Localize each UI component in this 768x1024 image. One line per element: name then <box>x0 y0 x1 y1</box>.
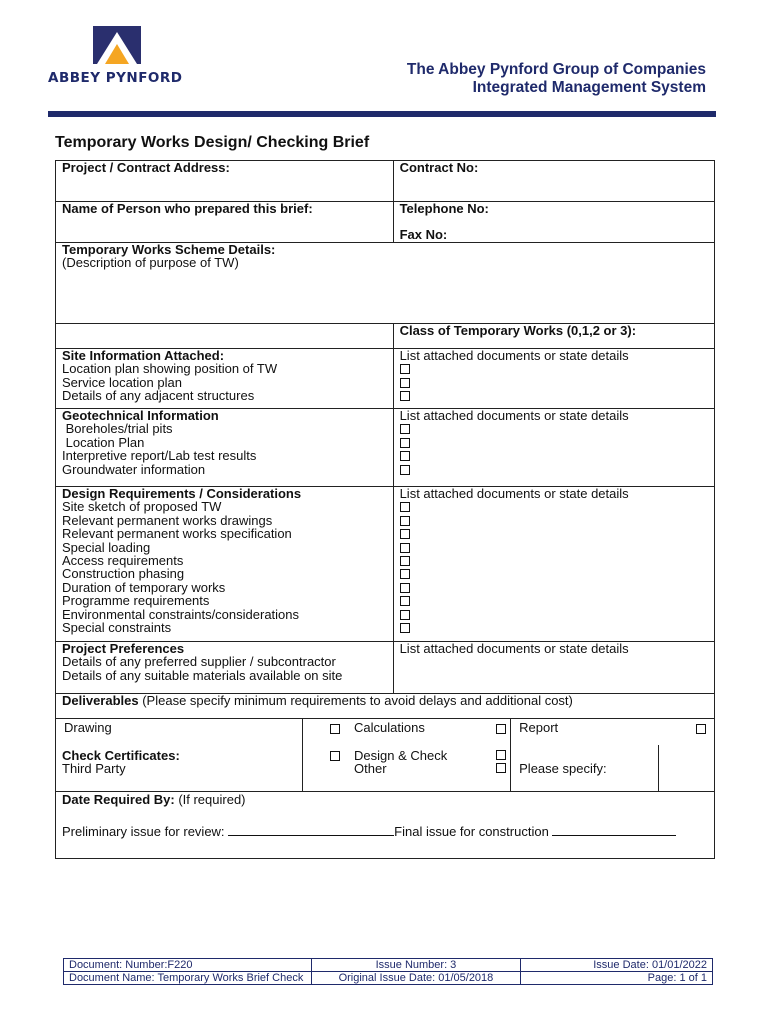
drawing-label: Drawing <box>64 720 112 735</box>
design-req-cell <box>56 487 394 642</box>
checkbox[interactable] <box>400 438 410 448</box>
deliverables-label: Deliverables <box>62 693 139 708</box>
footer-page: Page: 1 of 1 <box>521 972 713 985</box>
prepared-by-label: Name of Person who prepared this brief: <box>62 201 313 216</box>
telephone-label: Telephone No: <box>399 201 489 216</box>
scheme-sub: (Description of purpose of TW) <box>62 255 239 271</box>
prefs-docs-cell[interactable] <box>393 642 714 694</box>
check-certs-checkbox[interactable] <box>330 751 340 761</box>
final-date-field[interactable] <box>552 824 676 836</box>
check-certs-checkbox-cell <box>302 745 348 791</box>
please-specify-cell[interactable] <box>511 745 659 791</box>
deliverables-grid <box>56 719 714 791</box>
please-specify-label: Please specify: <box>519 761 607 776</box>
final-label: Final issue for construction <box>394 824 549 840</box>
report-checkbox[interactable] <box>696 724 706 734</box>
list-attached-text: List attached documents or state details <box>399 348 629 363</box>
blank-cell <box>56 324 394 349</box>
third-party-label: Third Party <box>62 761 126 777</box>
project-address-cell[interactable] <box>56 161 394 202</box>
list-item: Relevant permanent works drawings <box>62 512 273 528</box>
logo-text: ABBEY PYNFORD <box>48 70 183 86</box>
company-name: The Abbey Pynford Group of Companies <box>406 61 706 78</box>
list-attached-text: List attached documents or state details <box>399 408 629 423</box>
checkbox[interactable] <box>400 364 410 374</box>
calculations-label: Calculations <box>354 720 425 735</box>
list-attached-text: List attached documents or state details <box>399 486 629 501</box>
report-label-cell <box>511 719 659 745</box>
checkbox[interactable] <box>400 391 410 401</box>
checkbox[interactable] <box>400 378 410 388</box>
checkbox[interactable] <box>400 529 410 539</box>
footer-issue-date: Issue Date: 01/01/2022 <box>521 959 713 972</box>
design-check-checkbox[interactable] <box>496 750 506 760</box>
design-check-cell <box>348 745 477 791</box>
check-certs-label: Check Certificates: <box>62 748 180 763</box>
deliverables-grid-cell <box>56 719 715 792</box>
list-item: Relevant permanent works specification <box>62 526 292 542</box>
preliminary-date-field[interactable] <box>228 824 394 836</box>
footer-original-issue: Original Issue Date: 01/05/2018 <box>311 972 521 985</box>
list-item: Special loading <box>62 539 151 555</box>
page-title: Temporary Works Design/ Checking Brief <box>55 134 370 151</box>
drawing-checkbox-cell <box>302 719 348 745</box>
list-item: Special constraints <box>62 620 172 636</box>
drawing-checkbox[interactable] <box>330 724 340 734</box>
prepared-by-cell[interactable] <box>56 202 394 243</box>
checkbox[interactable] <box>400 583 410 593</box>
list-item: Duration of temporary works <box>62 579 226 595</box>
fax-label: Fax No: <box>399 227 448 243</box>
class-cell[interactable] <box>393 324 714 349</box>
company-heading <box>407 61 706 97</box>
geotech-heading: Geotechnical Information <box>62 408 219 423</box>
list-item: Location plan showing position of TW <box>62 361 278 377</box>
design-check-checkboxes-cell <box>477 745 511 791</box>
list-item: Environmental constraints/considerations <box>62 606 300 622</box>
list-item: Location Plan <box>62 434 145 450</box>
calculations-checkbox-cell <box>477 719 511 745</box>
report-checkbox-cell <box>658 719 714 745</box>
list-item: Boreholes/trial pits <box>62 421 173 437</box>
checkbox[interactable] <box>400 556 410 566</box>
checkbox[interactable] <box>400 424 410 434</box>
date-required-note: (If required) <box>174 792 246 807</box>
checkbox[interactable] <box>400 610 410 620</box>
other-label: Other <box>354 761 387 777</box>
deliverables-note: (Please specify minimum requirements to avoid delays and additional cost) <box>138 693 573 708</box>
other-checkbox[interactable] <box>496 763 506 773</box>
deliverables-header-cell <box>56 694 715 719</box>
footer-doc-number: Document: Number:F220 <box>64 959 312 972</box>
date-required-label: Date Required By: <box>62 792 175 807</box>
checkbox[interactable] <box>400 451 410 461</box>
site-info-docs-cell[interactable] <box>393 349 714 409</box>
list-item: Construction phasing <box>62 566 185 582</box>
footer-doc-name: Document Name: Temporary Works Brief Check <box>64 972 312 985</box>
design-docs-cell[interactable] <box>393 487 714 642</box>
document-footer <box>63 958 713 985</box>
design-check-label: Design & Check <box>354 748 448 763</box>
calculations-checkbox[interactable] <box>496 724 506 734</box>
check-certs-cell <box>56 745 302 791</box>
date-required-cell <box>56 792 715 859</box>
checkbox[interactable] <box>400 502 410 512</box>
company-logo <box>48 26 188 86</box>
scheme-label: Temporary Works Scheme Details: <box>62 242 276 257</box>
site-info-cell <box>56 349 394 409</box>
checkbox[interactable] <box>400 465 410 475</box>
site-info-heading: Site Information Attached: <box>62 348 225 363</box>
calculations-label-cell <box>348 719 477 745</box>
logo-mark-icon <box>93 26 141 64</box>
project-address-label: Project / Contract Address: <box>62 160 230 175</box>
scheme-details-cell[interactable] <box>56 243 715 324</box>
contract-no-cell[interactable] <box>393 161 714 202</box>
geotech-docs-cell[interactable] <box>393 409 714 487</box>
prefs-heading: Project Preferences <box>62 641 185 656</box>
list-item: Details of any suitable materials available on site <box>62 667 343 683</box>
header-rule <box>48 111 716 117</box>
footer-issue-number: Issue Number: 3 <box>311 959 521 972</box>
report-label: Report <box>519 720 559 735</box>
drawing-label-cell <box>56 719 302 745</box>
phone-fax-cell[interactable] <box>393 202 714 243</box>
system-name: Integrated Management System <box>472 79 706 96</box>
preliminary-label: Preliminary issue for review: <box>62 824 225 840</box>
specify-blank-cell[interactable] <box>658 745 714 791</box>
checkbox[interactable] <box>400 543 410 553</box>
checkbox[interactable] <box>400 623 410 633</box>
list-item: Access requirements <box>62 553 184 569</box>
list-item: Programme requirements <box>62 593 210 609</box>
list-item: Details of any preferred supplier / subcontractor <box>62 654 336 670</box>
geotech-cell <box>56 409 394 487</box>
design-heading: Design Requirements / Considerations <box>62 486 302 501</box>
list-attached-text: List attached documents or state details <box>399 641 629 656</box>
list-item: Groundwater information <box>62 461 206 477</box>
brief-form <box>55 160 715 859</box>
checkbox[interactable] <box>400 596 410 606</box>
preferences-cell <box>56 642 394 694</box>
list-item: Site sketch of proposed TW <box>62 499 222 515</box>
class-label: Class of Temporary Works (0,1,2 or 3): <box>399 323 637 338</box>
list-item: Interpretive report/Lab test results <box>62 448 257 464</box>
checkbox[interactable] <box>400 516 410 526</box>
list-item: Details of any adjacent structures <box>62 388 255 404</box>
checkbox[interactable] <box>400 569 410 579</box>
contract-no-label: Contract No: <box>399 160 479 175</box>
list-item: Service location plan <box>62 374 182 390</box>
